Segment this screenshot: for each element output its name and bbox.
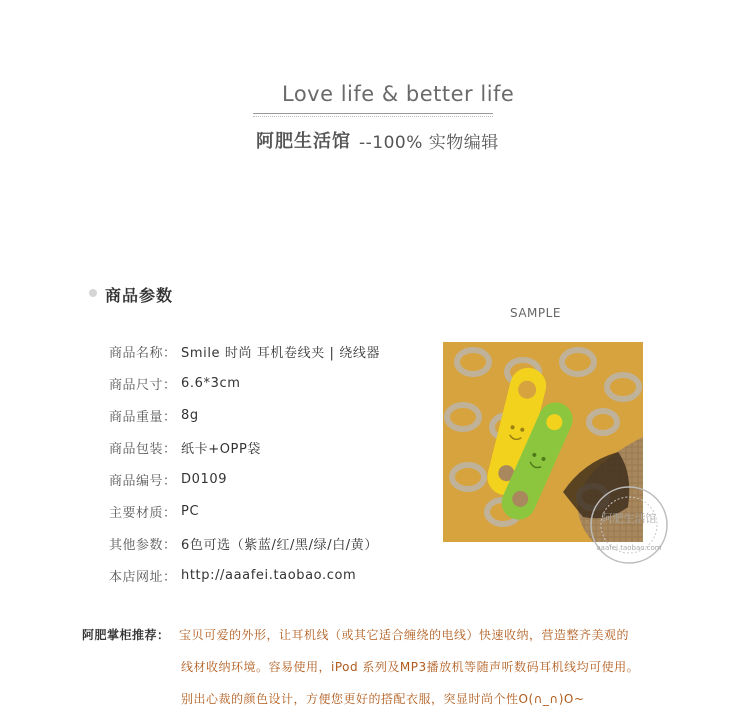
brand-row <box>256 128 499 152</box>
stamp-url: aaafei.taobao.com <box>596 544 662 552</box>
param-row-weight <box>109 399 380 431</box>
brand-name: 阿肥生活馆 <box>256 131 351 152</box>
shop-url-link[interactable]: http://aaafei.taobao.com <box>181 567 357 583</box>
param-value: Smile 时尚 耳机卷线夹 | 绕线器 <box>181 345 381 361</box>
param-row-other <box>109 527 380 559</box>
stamp-brand: 阿肥生活馆 <box>601 512 657 525</box>
param-label: 商品名称： <box>109 345 177 361</box>
section-title: 商品参数 <box>105 286 174 305</box>
param-label: 商品尺寸： <box>109 377 177 393</box>
param-value: D0109 <box>181 471 228 487</box>
slogan: Love life & better life <box>282 82 515 106</box>
param-row-size <box>109 367 380 399</box>
recommendation-label: 阿肥掌柜推荐： <box>82 628 170 642</box>
param-row-name <box>109 335 380 367</box>
recommendation-line: 别出心裁的颜色设计，方便您更好的搭配衣服，突显时尚个性O(∩_∩)O~ <box>181 692 585 706</box>
param-value: PC <box>181 503 200 519</box>
param-label: 商品包装： <box>109 441 177 457</box>
param-value: 纸卡+OPP袋 <box>181 441 262 457</box>
banner <box>0 0 750 200</box>
recommendation-line: 宝贝可爱的外形，让耳机线（或其它适合缠绕的电线）快速收纳，营造整齐美观的 <box>179 628 630 642</box>
param-row-package <box>109 431 380 463</box>
sample-label: SAMPLE <box>510 306 561 320</box>
recommendation-line: 线材收纳环境。容易使用，iPod 系列及MP3播放机等随声听数码耳机线均可使用。 <box>181 660 640 674</box>
param-row-material <box>109 495 380 527</box>
param-label: 本店网址： <box>109 569 177 585</box>
param-value: 8g <box>181 407 199 423</box>
shop-stamp-icon <box>588 484 670 566</box>
section-bullet-icon <box>89 289 97 297</box>
param-label: 主要材质： <box>109 505 177 521</box>
slogan-dotted-line <box>253 116 493 117</box>
param-value: 6.6*3cm <box>181 375 241 391</box>
param-row-sku <box>109 463 380 495</box>
param-label: 商品编号： <box>109 473 177 489</box>
param-label: 其他参数： <box>109 537 177 553</box>
brand-tagline: --100% 实物编辑 <box>359 132 499 153</box>
params-list <box>109 335 380 591</box>
slogan-underline <box>253 113 493 114</box>
param-value: 6色可选（紫蓝/红/黑/绿/白/黄） <box>181 537 378 553</box>
param-label: 商品重量： <box>109 409 177 425</box>
param-row-url <box>109 559 380 591</box>
